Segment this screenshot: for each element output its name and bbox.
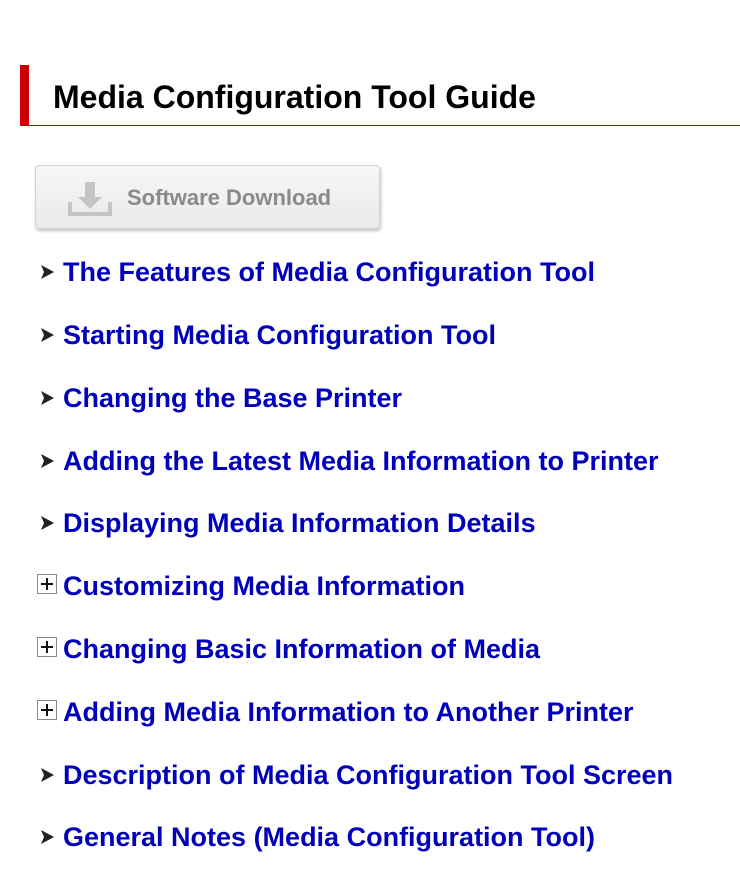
header-accent-bar [20, 65, 29, 126]
page-header [20, 65, 740, 126]
nav-item-label: Description of Media Configuration Tool Screen [63, 760, 674, 790]
arrow-right-icon [41, 830, 54, 844]
nav-item-label: General Notes (Media Configuration Tool) [63, 822, 596, 852]
arrow-right-icon [41, 454, 54, 468]
arrow-right-icon [41, 328, 54, 342]
nav-item-label: Adding the Latest Media Information to Printer [63, 446, 659, 476]
expand-plus-icon[interactable] [37, 700, 57, 720]
nav-item-label: Customizing Media Information [63, 571, 465, 601]
nav-item-label: The Features of Media Configuration Tool [63, 257, 595, 287]
nav-item-label: Changing Basic Information of Media [63, 634, 541, 664]
expand-plus-icon[interactable] [37, 574, 57, 594]
arrow-right-icon [41, 265, 54, 279]
nav-item-label: Adding Media Information to Another Printer [63, 697, 634, 727]
download-icon [66, 180, 114, 220]
expand-plus-icon[interactable] [37, 637, 57, 657]
page-title: Media Configuration Tool Guide [53, 79, 536, 115]
arrow-right-icon [41, 391, 54, 405]
software-download-label: Software Download [127, 185, 332, 210]
arrow-right-icon [41, 516, 54, 530]
nav-item-label: Displaying Media Information Details [63, 508, 536, 538]
nav-item-label: Starting Media Configuration Tool [63, 320, 496, 350]
arrow-right-icon [41, 768, 54, 782]
nav-item-label: Changing the Base Printer [63, 383, 403, 413]
software-download-button[interactable] [35, 165, 380, 229]
